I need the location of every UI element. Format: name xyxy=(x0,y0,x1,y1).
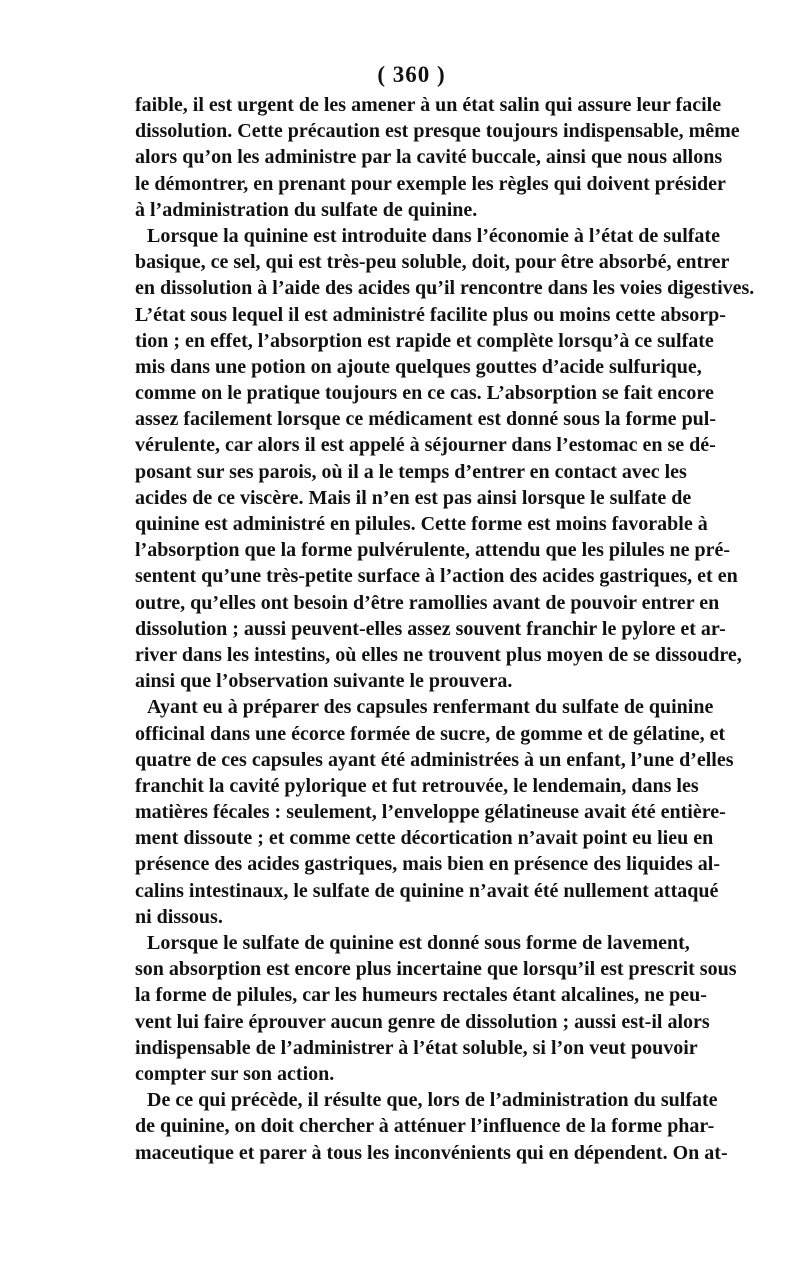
text-line: dissolution ; aussi peuvent-elles assez souvent franchir le pylore et ar- xyxy=(135,617,726,640)
text-line: ni dissous. xyxy=(135,905,223,928)
text-line: Lorsque la quinine est introduite dans l’économie à l’état de sulfate xyxy=(147,224,720,247)
text-line: la forme de pilules, car les humeurs rectales étant alcalines, ne peu- xyxy=(135,984,707,1007)
text-line: vent lui faire éprouver aucun genre de dissolution ; aussi est-il alors xyxy=(135,1010,710,1033)
text-line: à l’administration du sulfate de quinine. xyxy=(135,198,478,221)
text-line: dissolution. Cette précaution est presque toujours indispensable, même xyxy=(135,120,740,143)
text-line: comme on le pratique toujours en ce cas. L’absorption se fait encore xyxy=(135,382,714,405)
text-line: L’état sous lequel il est administré facilite plus ou moins cette absorp- xyxy=(135,303,726,326)
text-line: compter sur son action. xyxy=(135,1062,335,1085)
text-line: alors qu’on les administre par la cavité buccale, ainsi que nous allons xyxy=(135,146,723,169)
text-line: Lorsque le sulfate de quinine est donné sous forme de lavement, xyxy=(147,932,690,954)
text-line: matières fécales : seulement, l’enveloppe gélatineuse avait été entière- xyxy=(135,801,726,824)
text-line: faible, il est urgent de les amener à un état salin qui assure leur facile xyxy=(135,94,722,116)
text-line: quatre de ces capsules ayant été administrées à un enfant, l’une d’elles xyxy=(135,748,734,771)
page-number: ( 360 ) xyxy=(377,62,446,87)
page-body xyxy=(135,92,755,1166)
text-line: tion ; en effet, l’absorption est rapide et complète lorsqu’à ce sulfate xyxy=(135,329,714,352)
text-line: franchit la cavité pylorique et fut retrouvée, le lendemain, dans les xyxy=(135,774,699,797)
text-line: De ce qui précède, il résulte que, lors de l’administration du sulfate xyxy=(147,1089,718,1112)
text-line: calins intestinaux, le sulfate de quinine n’avait été nullement attaqué xyxy=(135,879,719,902)
text-line: ment dissoute ; et comme cette décortication n’avait point eu lieu en xyxy=(135,827,714,850)
text-line: posant sur ses parois, où il a le temps d’entrer en contact avec les xyxy=(135,460,687,483)
text-line: son absorption est encore plus incertaine que lorsqu’il est prescrit sous xyxy=(135,958,737,981)
text-line: quinine est administré en pilules. Cette forme est moins favorable à xyxy=(135,513,708,535)
text-line: de quinine, on doit chercher à atténuer l’influence de la forme phar- xyxy=(135,1115,715,1138)
text-line: river dans les intestins, où elles ne trouvent plus moyen de se dissoudre, xyxy=(135,643,742,666)
text-line: mis dans une potion on ajoute quelques gouttes d’acide sulfurique, xyxy=(135,355,702,378)
text-line: sentent qu’une très-petite surface à l’action des acides gastriques, et en xyxy=(135,565,738,588)
text-line: assez facilement lorsque ce médicament est donné sous la forme pul- xyxy=(135,408,717,431)
text-line: ainsi que l’observation suivante le prouvera. xyxy=(135,670,513,693)
text-line: outre, qu’elles ont besoin d’être ramollies avant de pouvoir entrer en xyxy=(135,591,720,614)
text-line: en dissolution à l’aide des acides qu’il rencontre dans les voies digestives. xyxy=(135,277,755,300)
text-line: le démontrer, en prenant pour exemple les règles qui doivent présider xyxy=(135,172,726,195)
text-line: officinal dans une écorce formée de sucre, de gomme et de gélatine, et xyxy=(135,722,726,745)
text-line: Ayant eu à préparer des capsules renfermant du sulfate de quinine xyxy=(147,696,714,719)
text-line: présence des acides gastriques, mais bien en présence des liquides al- xyxy=(135,853,720,876)
text-line: maceutique et parer à tous les inconvénients qui en dépendent. On at- xyxy=(135,1141,728,1164)
text-line: l’absorption que la forme pulvérulente, attendu que les pilules ne pré- xyxy=(135,539,731,562)
text-line: basique, ce sel, qui est très-peu soluble, doit, pour être absorbé, entrer xyxy=(135,251,730,274)
text-line: indispensable de l’administrer à l’état soluble, si l’on veut pouvoir xyxy=(135,1036,698,1059)
text-line: acides de ce viscère. Mais il n’en est pas ainsi lorsque le sulfate de xyxy=(135,486,692,509)
book-page xyxy=(135,58,755,1166)
text-line: vérulente, car alors il est appelé à séjourner dans l’estomac en se dé- xyxy=(135,434,716,457)
